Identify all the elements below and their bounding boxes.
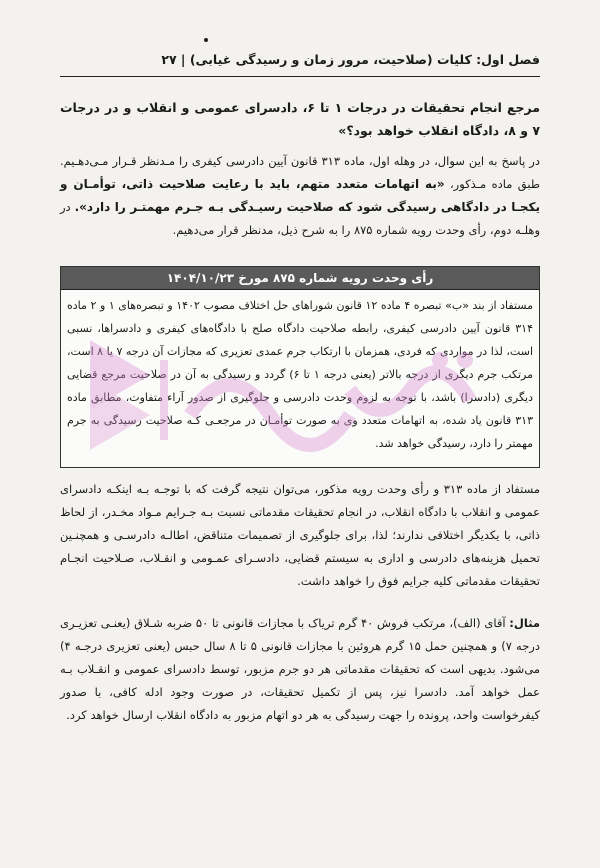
question-paragraph: مرجع انجام تحقیقات در درجات ۱ تا ۶، دادسرای عمومی و انقلاب و در درجات ۷ و ۸، دادگاه انقلاب خواهد بود؟» <box>60 100 541 138</box>
intro-paragraph <box>60 150 540 242</box>
page-dot-mark <box>204 38 208 42</box>
intro-quote: «به اتهامات متعدد متهم، باید با رعایت صلاحیت ذاتی، توأمـان و یکجـا در دادگاهی رسیدگی شود که صلاحیت رسیـدگی بـه جـرم مهمتـر را دارد». <box>60 177 540 214</box>
example-text: آقای (الف)، مرتکب فروش ۴۰ گرم تریاک با مجازات قانونی تا ۵۰ ضربه شـلاق (یعنـی تعزیـری درجه ۷) و همچنین حمل ۱۵ گرم هروئین با مجازات قانونی ۵ تا ۸ سال حبس (یعنی تعزیری درجـه ۴) می‌شود. بدیهی است که تحقیقات مقدماتی هر دو جرم مزبور، توسط دادسرای عمومی و انقـلاب بـه عمل خواهد آمد. دادسرا نیز، پس از تکمیل تحقیقات، در صورت وجود ادله کافی، با صدور کیفرخواست واحد، پرونده را جهت رسیدگی به هر دو اتهام مزبور به دادگاه انقلاب ارسال خواهد کرد. <box>60 616 540 722</box>
conclusion-paragraph: مستفاد از ماده ۳۱۳ و رأی وحدت رویه مذکور، می‌توان نتیجه گرفت که با توجـه بـه اینکـه دادسرای عمومی و انقلاب با دادگاه انقلاب، در انجام تحقیقات مقدماتی نسبت بـه جـرایم مـواد مخـدر، از لحاظ ذاتی، با یکدیگر اختلافی ندارند؛ لذا، برای جلوگیری از تصمیمات متناقض، اطالـه دادرسـی و همچنـین تحمیل هزینه‌های دادرسی و اداری به سیستم قضایی، دادسـرای عمـومی و انقـلاب، صـلاحیت انجـام تحقیقات مقدماتی کلیه جرایم فوق را خواهد داشت. <box>60 482 540 588</box>
header-divider <box>60 76 540 77</box>
ruling-box <box>60 266 540 468</box>
ruling-box-title: رأی وحدت رویه شماره ۸۷۵ مورخ ۱۴۰۴/۱۰/۲۳ <box>61 267 539 290</box>
intro-text-1: در پاسخ به این سوال، در وهله اول، ماده ۳۱۳ قانون آیین دادرسی کیفری را مـدنظر قـرار مـی‌دهـیم. طبق ماده مـذکور، <box>60 154 540 191</box>
example-paragraph <box>60 612 540 727</box>
ruling-box-body: مستفاد از بند «ب» تبصره ۴ ماده ۱۲ قانون شوراهای حل اختلاف مصوب ۱۴۰۲ و تبصره‌های ۱ و ۲ ماده ۳۱۴ قانون آیین دادرسی کیفری، رابطه صلاحیت دادگاه صلح با دادگاه‌های کیفری و دادسراها، نسبی است، لذا در مواردی که فردی، همزمان با ارتکاب جرم عمدی تعزیری که مجازات آن درجه ۷ یا ۸ است، مرتکب جرم دیگری از درجه بالاتر (یعنی درجه ۱ تا ۶) گردد و رسیدگی به آن در صلاحیت مرجع قضایی دیگری (دادسرا) باشد، با توجه به لزوم وحدت دادرسی و جلوگیری از صدور آراء متفاوت، مطابق ماده ۳۱۳ قانون یاد شده، به اتهامات متعدد وی به صورت توأمـان در مرجعـی کـه صلاحیت رسیدگی به جرم مهمتر را دارد، رسیدگی خواهد شد. <box>67 299 534 450</box>
running-header: فصل اول: کلیات (صلاحیت، مرور زمان و رسیدگی غیابی) | ۲۷ <box>161 52 540 67</box>
intro-text-2: در وهلـه دوم، رأی وحدت رویه شماره ۸۷۵ را به شرح ذیل، مدنظر قرار می‌دهیم. <box>60 200 540 237</box>
example-label: مثال: <box>509 616 541 630</box>
